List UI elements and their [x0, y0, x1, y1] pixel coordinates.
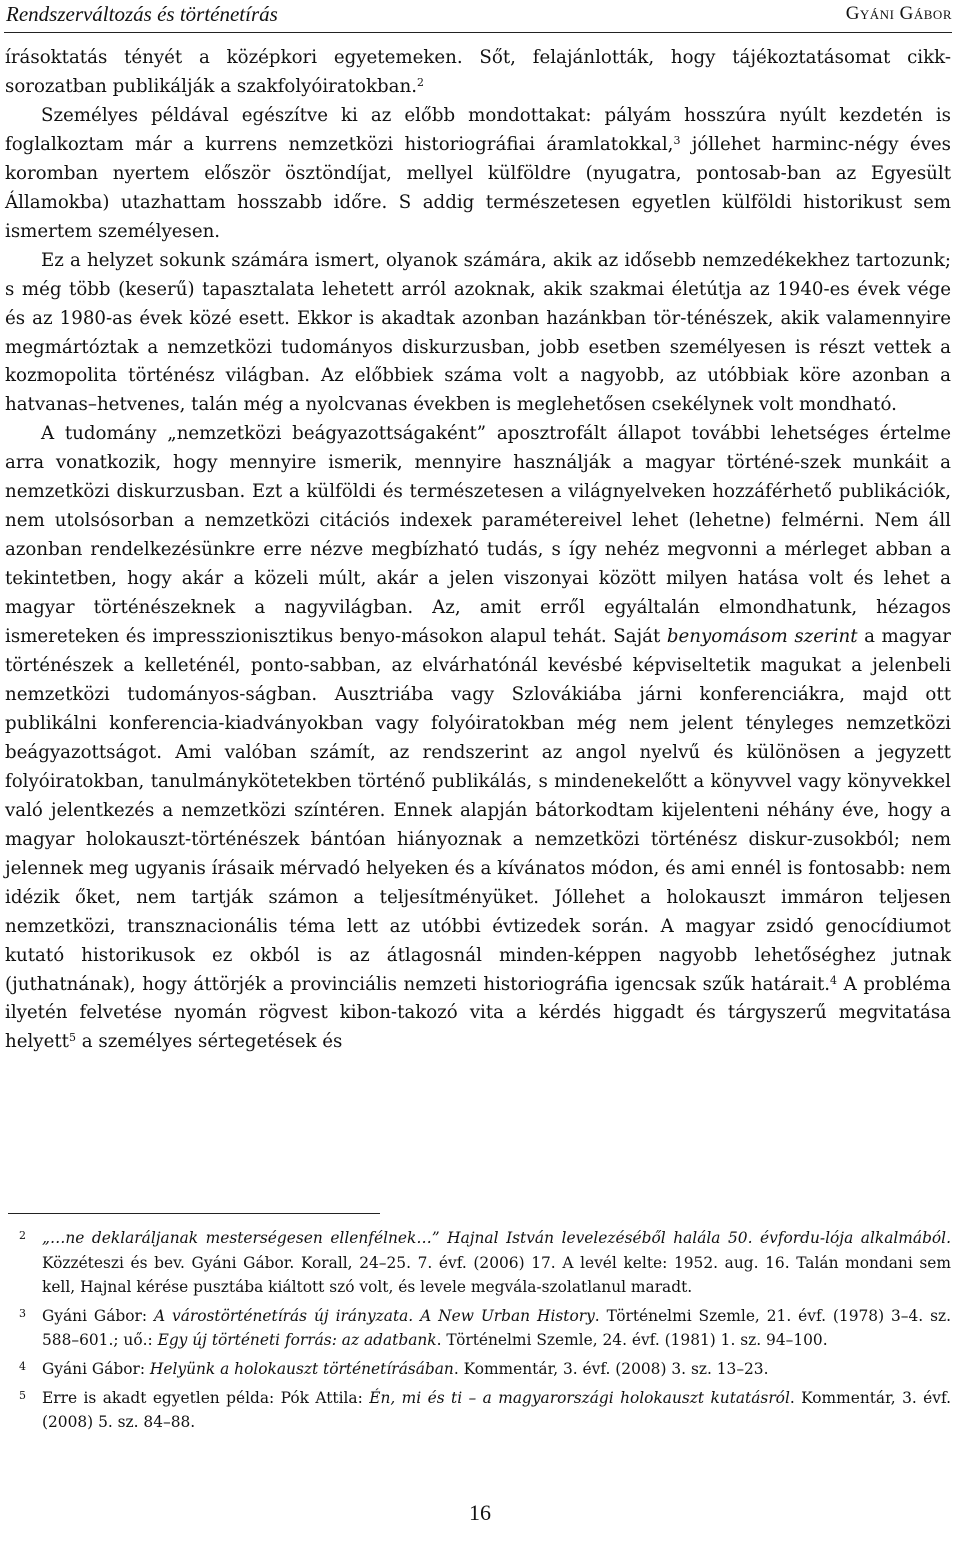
- footnote-5: 5 Erre is akadt egyetlen példa: Pók Attila: Én, mi és ti – a magyarországi holokauszt kutatásról. Kommentár, 3. évf. (2008) 5. sz. 84–88.: [5, 1386, 951, 1435]
- footnote-ref-3[interactable]: 3: [673, 133, 681, 147]
- paragraph-2: Személyes példával egészítve ki az előbb mondottakat: pályám hosszúra nyúlt kezdetén is foglalkoztam már a kurrens nemzetközi historiográfiai áramlatokkal,$^3$ jóllehet harminc-négy éves koromban nyertem először ösztöndíjat, mellyel külföldre (nyugatra, pontosab-ban az Egyesült Államokba) utazhattam hosszabb időre. S addig természetesen egyetlen külföldi historikust sem ismertem személyesen.: [5, 104, 951, 242]
- footnote-number: 4: [19, 1359, 26, 1373]
- footnote-ref-2[interactable]: 2: [416, 75, 424, 89]
- paragraph-1: írásoktatás tényét a középkori egyetemeken. Sőt, felajánlották, hogy tájékoztatásomat cikk-sorozatban publikálják a szakfolyóiratokban.$^2$: [5, 47, 951, 97]
- paragraph-4: A tudomány „nemzetközi beágyazottságaként” aposztrofált állapot további lehetséges értelme arra vonatkozik, hogy mennyire ismerik, mennyire használják a magyar történé-szek munkáit a nemzetközi diskurzusban. Ezt a külföldi és természetesen a világnyelveken hozzáférhető publikációk, nem utolsósorban a nemzetközi citációs indexek paramétereivel lehet (lehetne) felmérni. Nem áll azonban rendelkezésünkre erre nézve megbízható tudás, s így nehéz megvonni a mérleget abban a tekintetben, hogy akár a közeli múlt, akár a jelen viszonyai között milyen hatása volt és lehet a magyar történészeknek a nagyvilágban. Az, amit erről egyáltalán elmondhatunk, hézagos ismereteken és impresszionisztikus benyo-másokon alapul tehát. Saját benyomásom szerint a magyar történészek a kelleténél, ponto-sabban, az elvárhatónál kevésbé képviseltetik magukat a jelenbeli nemzetközi tudományos-ságban. Ausztriába vagy Szlovákiába járni konferenciákra, majd ott publikálni konferencia-kiadványokban vagy folyóiratokban még nem jelent tényleges nemzetközi beágyazottságot. Ami valóban számít, az rendszerint az angol nyelvű és különösen a jegyzett folyóiratokban, tanulmánykötetekben történő publikálás, s mindenekelőtt a könyvvel vagy könyvekkel való jelentkezés a nemzetközi színtéren. Ennek alapján bátorkodtam kijelenteni néhány éve, hogy a magyar holokauszt-történészek bántóan hiányoznak a nemzetközi történész diskur-zusokból; nem jelennek meg ugyanis írásaik mérvadó helyeken és a kívánatos módon, és ami ennél is fontosabb: nem idézik őket, nem tartják számon a teljesítményüket. Jóllehet a holokauszt immáron teljesen nemzetközi, transznacionális téma lett az utóbbi évtizedek során. A magyar zsidó genocídiumot kutató historikusok ez okból is az átlagosnál minden-képpen nagyobb lehetőséghez jutnak (juthatnának), hogy áttörjék a provinciális nemzeti historiográfia igencsak szűk határait.$^4$ A probléma ilyetén felvetése nyomán rögvest kibon-takozó vita a kérdés higgadt és tárgyszerű megvitatása helyett$^5$ a személyes sértegetések és: [5, 423, 952, 1053]
- main-text: [5, 44, 951, 1057]
- running-header: [4, 0, 952, 33]
- page-number: 16: [469, 1500, 491, 1525]
- paragraph-3: Ez a helyzet sokunk számára ismert, olyanok számára, akik az idősebb nemzedékekhez tartozunk; s még több (keserű) tapasztalata lehetett arról azoknak, akik szakmai életútja az 1940-es évek vége és az 1980-as évek közé esett. Ekkor is akadtak azonban hazánkban tör-ténészek, akik valamennyire megmártóztak a nemzetközi tudományos diskurzusban, jobb esetben személyesen is részt vettek a kozmopolita történész világban. Az előbbiek száma volt a nagyobb, az utóbbiak köre azonban a hatvanas–hetvenes, talán még a nyolcvanas években is meglehetősen csekélynek volt mondható.: [5, 249, 951, 416]
- header-title: Rendszerváltozás és történetírás: [6, 2, 278, 26]
- footnote-3: 3 Gyáni Gábor: A várostörténetírás új irányzata. A New Urban History. Történelmi Szemle, 21. évf. (1978) 3–4. sz. 588–601.; uő.: Egy új történeti forrás: az adatbank. Történelmi Szemle, 24. évf. (1981) 1. sz. 94–100.: [5, 1304, 951, 1353]
- footnotes: [5, 1226, 951, 1439]
- header-author: Gyáni Gábor: [845, 3, 952, 24]
- footnote-ref-4[interactable]: 4: [830, 973, 838, 987]
- footnote-separator: [8, 1213, 380, 1214]
- footnote-number: 2: [19, 1229, 26, 1242]
- footnote-number: 5: [19, 1388, 26, 1402]
- footnote-4: 4 Gyáni Gábor: Helyünk a holokauszt történetírásában. Kommentár, 3. évf. (2008) 3. sz. 13–23.: [5, 1357, 951, 1382]
- footnote-ref-5[interactable]: 5: [68, 1031, 76, 1045]
- footnote-2: 2 „…ne deklaráljanak mesterségesen ellenfélnek…” Hajnal István levelezéséből halála 50. évfordu-lója alkalmából. Közzéteszi és bev. Gyáni Gábor. Korall, 24–25. 7. évf. (2006) 17. A levél kelte: 1952. aug. 16. Talán mondani sem kell, Hajnal kérése pusztába kiáltott szó volt, és levele megvála-szolatlanul maradt.: [5, 1226, 951, 1300]
- footnote-number: 3: [19, 1306, 26, 1320]
